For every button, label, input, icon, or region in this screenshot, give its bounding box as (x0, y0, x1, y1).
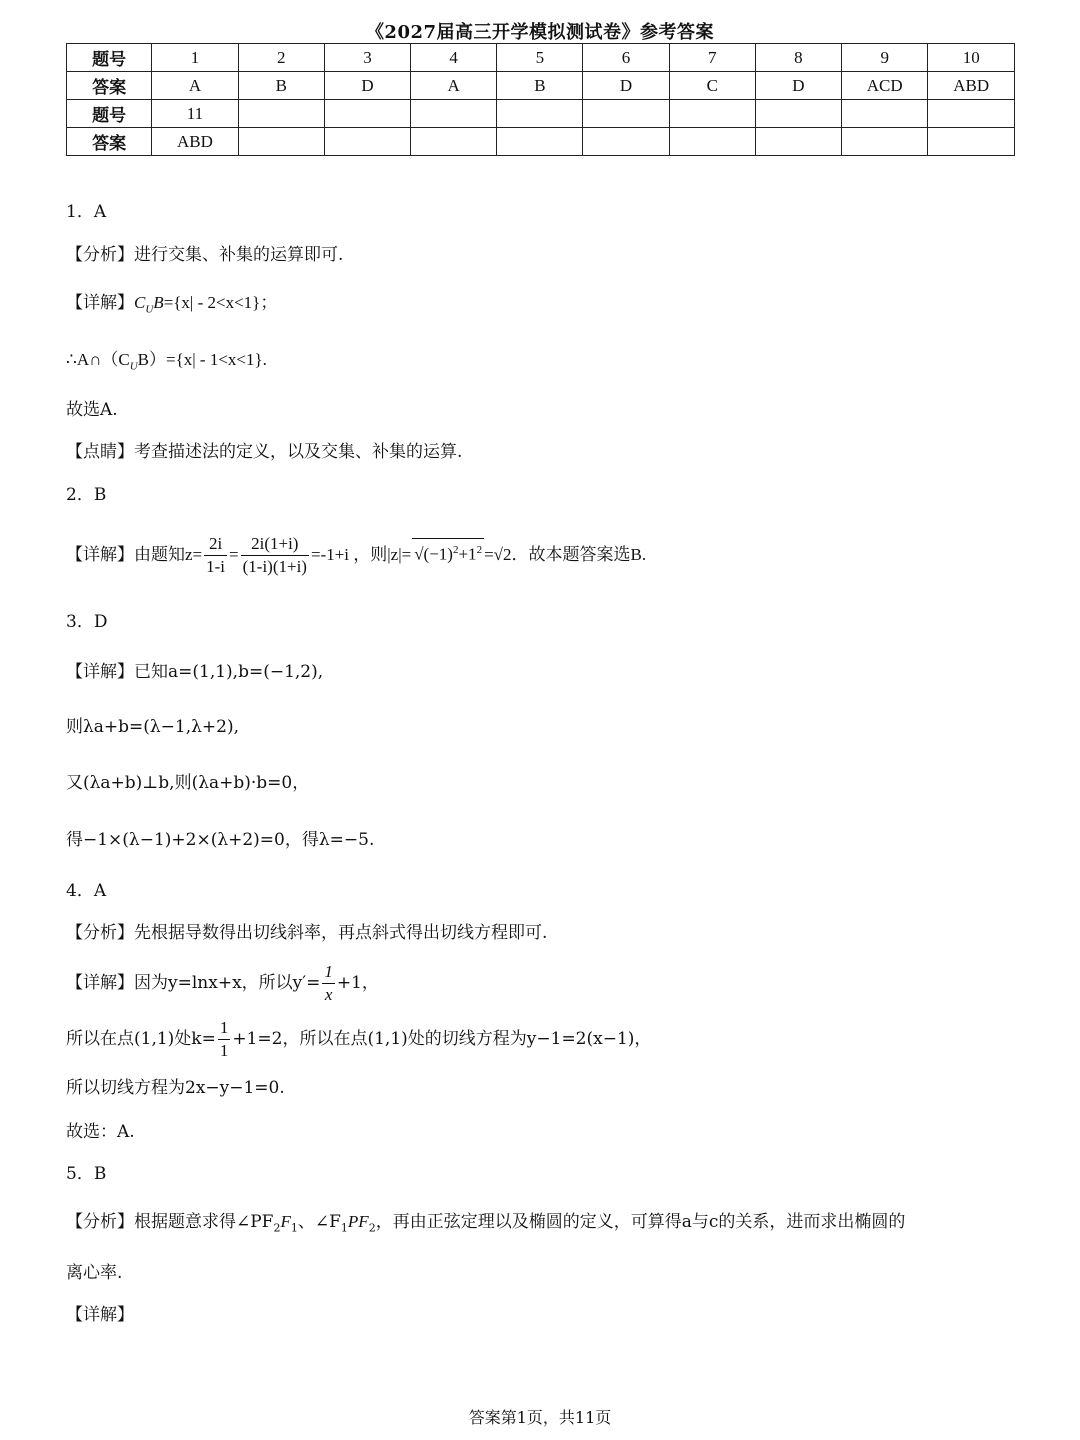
table-cell (842, 100, 928, 128)
table-cell: B (238, 72, 324, 100)
q3-line-2: 则λa+b=(λ−1,λ+2), (66, 717, 240, 737)
answer-table (66, 43, 1015, 156)
table-cell: 2 (238, 44, 324, 72)
q4-line-1-a: 【详解】因为y=lnx+x，所以y′= (66, 973, 321, 993)
table-cell (324, 128, 410, 156)
table-header-cell: 答案 (67, 128, 152, 156)
table-cell: ACD (842, 72, 928, 100)
table-cell: 3 (324, 44, 410, 72)
table-cell: B (497, 72, 583, 100)
q1-choice: 故选A. (66, 400, 118, 420)
table-cell: 1 (152, 44, 238, 72)
table-cell: A (411, 72, 497, 100)
q4-line-2 (66, 1014, 651, 1064)
q4-line-1-b: +1， (336, 973, 379, 993)
fraction: $\frac{2i}{1-i}$ (206, 534, 226, 576)
table-cell: ABD (152, 128, 238, 156)
table-cell (755, 100, 841, 128)
q4-line-2-b: +1=2，所以在点(1,1)处的切线方程为y−1=2(x−1)， (232, 1029, 652, 1049)
q1-derivation-a: ∴A∩（C (66, 350, 130, 369)
table-cell (669, 128, 755, 156)
q4-choice: 故选：A. (66, 1122, 135, 1142)
table-cell: 6 (583, 44, 669, 72)
table-cell (928, 128, 1015, 156)
table-header-cell: 题号 (67, 44, 152, 72)
table-cell: 11 (152, 100, 238, 128)
table-row (67, 128, 1015, 156)
table-cell (324, 100, 410, 128)
table-cell: 9 (842, 44, 928, 72)
q3-heading: 3．D (66, 612, 108, 632)
detail-label: 【详解】 (66, 293, 134, 313)
table-cell (497, 100, 583, 128)
q3-line-4: 得−1×(λ−1)+2×(λ+2)=0，得λ=−5. (66, 830, 375, 850)
q5-heading: 5．B (66, 1164, 107, 1184)
q4-analysis: 【分析】先根据导数得出切线斜率，再点斜式得出切线方程即可. (66, 923, 548, 943)
table-header-cell: 答案 (67, 72, 152, 100)
table-cell: 8 (755, 44, 841, 72)
q5-analysis-a: 【分析】根据题意求得∠PF (66, 1212, 274, 1232)
table-cell (755, 128, 841, 156)
q2-detail-label: 【详解】由题知 (66, 545, 185, 565)
q1-heading: 1．A (66, 202, 107, 222)
q1-derivation-b: B）={x| - 1<x<1}. (137, 350, 267, 369)
table-cell (669, 100, 755, 128)
table-cell: ABD (928, 72, 1015, 100)
table-cell: 5 (497, 44, 583, 72)
table-row (67, 100, 1015, 128)
var-z: z= (185, 545, 203, 564)
q1-comment: 【点睛】考查描述法的定义，以及交集、补集的运算. (66, 442, 463, 462)
q4-line-2-a: 所以在点(1,1)处k= (66, 1029, 216, 1049)
q1-detail-expr: ={x| - 2<x<1}； (163, 293, 278, 312)
table-cell: D (324, 72, 410, 100)
sqrt-expression: $√(-1)^2+1^2$ (412, 538, 484, 566)
table-row (67, 44, 1015, 72)
table-row (67, 72, 1015, 100)
table-cell (928, 100, 1015, 128)
equals: = (229, 545, 239, 564)
q4-line-1 (66, 958, 379, 1008)
fraction: $\frac{1}{x}$ (324, 962, 333, 1004)
table-cell (497, 128, 583, 156)
q1-derivation (66, 348, 267, 378)
table-cell: 10 (928, 44, 1015, 72)
q2-tail: =-1+i ，则|z|= (310, 545, 412, 564)
table-cell (583, 128, 669, 156)
table-cell (842, 128, 928, 156)
q5-analysis-cont: 离心率. (66, 1263, 123, 1283)
table-cell (583, 100, 669, 128)
table-cell: D (755, 72, 841, 100)
table-cell: D (583, 72, 669, 100)
table-cell: A (152, 72, 238, 100)
table-cell (238, 128, 324, 156)
q4-heading: 4．A (66, 881, 107, 901)
q2-detail (66, 530, 646, 580)
q1-analysis: 【分析】进行交集、补集的运算即可. (66, 245, 344, 265)
q3-line-3: 又(λa+b)⊥b,则(λa+b)·b=0， (66, 773, 310, 793)
q2-end: =√2．故本题答案选B. (484, 545, 647, 564)
table-cell (238, 100, 324, 128)
fraction: $\frac{1}{1}$ (219, 1018, 229, 1060)
q4-line-3: 所以切线方程为2x−y−1=0. (66, 1078, 285, 1098)
q5-analysis-c: ，再由正弦定理以及椭圆的定义，可算得a与c的关系，进而求出椭圆的 (375, 1212, 906, 1232)
q5-analysis: 【分析】根据题意求得$\angle PF_2F_1$、$\angle F_1PF_2$，再由正弦定理以及椭圆的定义，可算得a与c的关系，进而求出椭圆的 (66, 1212, 906, 1235)
table-header-cell: 题号 (67, 100, 152, 128)
page-title: 《2027届高三开学模拟测试卷》参考答案 (365, 22, 715, 43)
table-cell: 4 (411, 44, 497, 72)
subscript-u: U (129, 360, 138, 373)
q3-line-1: 【详解】已知a=(1,1),b=(−1,2), (66, 662, 324, 682)
complement-symbol: $C_UB$ (134, 293, 164, 316)
table-cell (411, 100, 497, 128)
table-cell: 7 (669, 44, 755, 72)
q2-heading: 2．B (66, 485, 107, 505)
table-cell (411, 128, 497, 156)
q5-detail: 【详解】 (66, 1305, 134, 1325)
fraction: $\frac{2i(1+i)}{(1-i)(1+i)}$ (242, 534, 307, 576)
q5-analysis-b: 、∠F (297, 1212, 341, 1232)
page-footer: 答案第1页，共11页 (468, 1408, 612, 1427)
q1-detail (66, 291, 277, 321)
table-cell: C (669, 72, 755, 100)
